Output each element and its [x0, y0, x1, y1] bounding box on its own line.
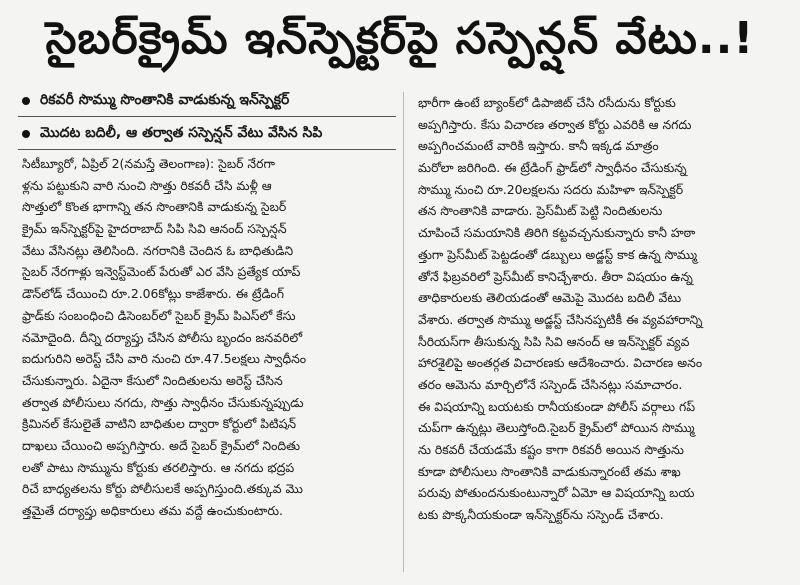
right-column [418, 92, 784, 526]
body-line: భారీగా ఉంటే బ్యాంక్‌లో డిపాజిట్ చేసి రసీదును కోర్టుకు [418, 95, 676, 110]
body-line: సొత్తులో కొంత భాగాన్ని తన సొంతానికి వాడుకున్న సైబర్ [22, 199, 287, 215]
body-line: తరం ఆమెను మార్చిలోనే సస్పెండ్ చేసినట్లు సమాచారం. [418, 376, 683, 392]
body-line: తాధికారులకు తెలియడంతో ఆమెపై మొదట బదిలీ వేటు [418, 290, 682, 306]
body-line: ఈ విషయాన్ని బయటకు రానీయకుండా పోలీస్ వర్గాలు గప్ [418, 398, 696, 414]
body-line: మరోలా జరిగింది. ఈ ట్రేడింగ్ ఫ్రాడ్‌లో స్వాధీనం చేసుకున్న [418, 160, 687, 176]
subheads [18, 88, 396, 154]
body-line: హారశైలిపై అంతర్గత విచారణకు ఆదేశించారు. విచారణ అనం [418, 355, 703, 371]
body-line: ఐదుగురిని అరెస్ట్ చేసి వారి నుంచి రూ.47.5లక్షలు స్వాధీనం [22, 351, 307, 367]
body-line: అప్పగిస్తారు. కేసు విచారణ తర్వాత కోర్టు ఎవరికి ఆ నగదు [418, 116, 692, 132]
subhead-2 [18, 121, 396, 145]
body-line: ఫ్రాడ్‌కు సంబంధించి డిసెంబర్‌లో సైబర్ క్రైమ్ పిఎస్‌లో కేసు [22, 307, 296, 323]
body-line: తన సొంతానికి వాడారు. ప్రెస్‌మీట్ పెట్టి నిందితులను [418, 203, 663, 219]
subhead-2-text: మొదట బదిలీ, ఆ తర్వాత సస్పెన్షన్ వేటు వేసిన సిపి [40, 125, 323, 141]
body-line: తోనే ఫిబ్రవరిలో ప్రెస్‌మీట్ కానిచ్చేశారు. తీరా విషయం ఉన్న [418, 268, 693, 284]
body-line: త్తుగా ప్రెస్‌మీట్ పెట్టడంతో డబ్బులు అడ్జస్ట్ కాక ఉన్న సొమ్ము [418, 246, 698, 262]
body-line: ను రికవరీ చేయడమే కష్టం కాగా రికవరీ అయిన సొత్తును [418, 442, 684, 457]
body-line: సీరియస్‌గా తీసుకున్న సిపి సివి ఆనంద్ ఆ ఇన్‌స్పెక్టర్ వ్యవ [418, 333, 690, 349]
body-line: నమోదైంది. దీన్ని దర్యాప్తు చేసిన పోలీసు బృందం జనవరిలో [22, 329, 303, 345]
body-line: సిటీబ్యూరో, ఏప్రిల్ 2(నమస్తే తెలంగాణ): సైబర్ నేరగా [22, 156, 275, 171]
subhead-divider [18, 149, 396, 150]
body-line: పరువు పోతుందనుకుంటున్నారో ఏమో ఆ విషయాన్ని బయ [418, 485, 695, 501]
body-line: క్రైమ్ ఇన్‌స్పెక్టర్‌పై హైదరాబాద్ సిపి సివి ఆనంద్ సస్పెన్షన్ [22, 221, 287, 237]
body-line: టకు పొక్కనీయకుండా ఇన్‌స్పెక్టర్‌ను సస్పెండ్ చేశారు. [418, 507, 664, 523]
bullet-icon [22, 97, 30, 105]
subhead-1-text: రికవరీ సొమ్ము సొంతానికి వాడుకున్న ఇన్‌స్పెక్టర్ [40, 92, 290, 108]
body-line: చేసుకున్నారు. ఏదైనా కేసులో నిందితులను అరెస్ట్ చేసిన [22, 372, 283, 388]
left-column [22, 153, 390, 522]
body-line: ళ్లను పట్టుకుని వారి నుంచి సొత్తు రికవరీ చేసి మళ్లీ ఆ [22, 177, 272, 193]
body-line: త్తమైతే దర్యాప్తు అధికారులు తమ వద్దే ఉంచుకుంటారు. [22, 503, 283, 518]
body-line: క్రిమినల్ కేసులైతే వాటిని బాధితుల ద్వారా కోర్టులో పిటిషన్ [22, 416, 297, 432]
body-line: వేటు వేసినట్లు తెలిసింది. నగరానికి చెందిన ఓ బాధితుడిని [22, 242, 294, 258]
body-line: లతో పాటు సొమ్మును కోర్టుకు తరలిస్తారు. ఆ నగదు భద్రప [22, 459, 295, 475]
body-line: వేశారు. తర్వాత సొమ్ము అడ్జస్ట్ చేసినప్పటికీ ఈ వ్యవహారాన్ని [418, 311, 703, 327]
body-line: తర్వాత పోలీసులు నగదు, సొత్తు స్వాధీనం చేసుకున్నప్పుడు [22, 394, 304, 410]
body-line: సైబర్ నేరగాళ్లు ఇన్వెస్ట్‌మెంట్ పేరుతో ఎర వేసి ప్రత్యేక యాప్ [22, 264, 301, 280]
body-line: కూడా పోలీసులు సొంతానికి వాడుకున్నారంటే తమ శాఖ [418, 463, 681, 479]
column-divider [403, 92, 404, 572]
subhead-divider [18, 116, 396, 117]
bullet-icon [22, 130, 30, 138]
body-line: చుప్‌గా ఉన్నట్లు తెలుస్తోంది.సైబర్ క్రైమ్‌లో పోయిన సొమ్ము [418, 420, 695, 436]
body-line: డౌన్‌లోడ్ చేయించి రూ.2.06కోట్లు కాజేశారు. ఈ ట్రేడింగ్ [22, 286, 284, 302]
body-line: రిచే బాధ్యతలను కోర్టు పోలీసులకే అప్పగిస్తుంది.తక్కువ మొ [22, 481, 303, 497]
body-line: దాఖలు చేయించి అప్పగిస్తారు. అదే సైబర్ క్రైమ్‌లో నిందితు [22, 437, 301, 453]
headline: సైబర్‌క్రైమ్ ఇన్‌స్పెక్టర్‌పై సస్పెన్షన్ వేటు..! [45, 13, 755, 64]
body-line: సొమ్ము నుంచి రూ.20లక్షలను సదరు మహిళా ఇన్‌స్పెక్టర్ [418, 181, 684, 197]
subhead-1 [18, 88, 396, 112]
body-line: అప్పగించమంటే వారికి ఇస్తారు. కానీ ఇక్కడ మాత్రం [418, 138, 659, 154]
body-line: చూపించే సమయానికి తిరిగి కట్టవచ్చనుకున్నారు కానీ హఠా [418, 225, 696, 241]
